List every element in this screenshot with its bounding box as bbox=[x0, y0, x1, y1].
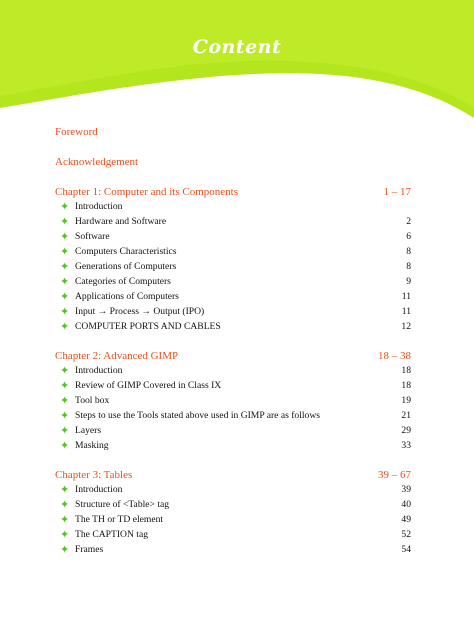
toc-item[interactable]: ✦ Structure of <Table> tag 40 bbox=[60, 498, 411, 511]
toc-item[interactable]: ✦ Computers Characteristics 8 bbox=[60, 245, 411, 258]
toc-item[interactable]: ✦ Steps to use the Tools stated above used in GIMP are as follows 21 bbox=[60, 409, 411, 422]
chapter-pages: 18 – 38 bbox=[378, 350, 411, 362]
four-point-star-icon: ✦ bbox=[60, 230, 70, 243]
toc-item[interactable]: ✦ Frames 54 bbox=[60, 543, 411, 556]
chapter-3-heading[interactable] bbox=[55, 469, 411, 483]
four-point-star-icon: ✦ bbox=[60, 305, 70, 318]
page-title: Content bbox=[192, 36, 282, 58]
four-point-star-icon: ✦ bbox=[60, 379, 70, 392]
foreword-link[interactable]: Foreword bbox=[55, 126, 98, 138]
toc-item[interactable]: ✦ The TH or TD element 49 bbox=[60, 513, 411, 526]
toc-item[interactable]: ✦ Input → Process → Output (IPO) 11 bbox=[60, 305, 411, 318]
four-point-star-icon: ✦ bbox=[60, 543, 70, 556]
four-point-star-icon: ✦ bbox=[60, 409, 70, 422]
chapter-title: Chapter 3: Tables bbox=[55, 469, 133, 481]
acknowledgement-link[interactable]: Acknowledgement bbox=[55, 156, 139, 168]
toc-item[interactable]: ✦ Layers 29 bbox=[60, 424, 411, 437]
toc-item[interactable]: ✦ Review of GIMP Covered in Class IX 18 bbox=[60, 379, 411, 392]
four-point-star-icon: ✦ bbox=[60, 364, 70, 377]
four-point-star-icon: ✦ bbox=[60, 513, 70, 526]
toc-item[interactable]: ✦ Introduction 39 bbox=[60, 483, 411, 496]
four-point-star-icon: ✦ bbox=[60, 200, 70, 213]
toc-item[interactable]: ✦ Categories of Computers 9 bbox=[60, 275, 411, 288]
chapter-pages: 1 – 17 bbox=[383, 186, 411, 198]
four-point-star-icon: ✦ bbox=[60, 439, 70, 452]
four-point-star-icon: ✦ bbox=[60, 290, 70, 303]
toc-item[interactable]: ✦ Introduction 18 bbox=[60, 364, 411, 377]
four-point-star-icon: ✦ bbox=[60, 260, 70, 273]
toc-item[interactable]: ✦ Generations of Computers 8 bbox=[60, 260, 411, 273]
header-banner bbox=[0, 0, 474, 120]
toc-item[interactable]: ✦ COMPUTER PORTS AND CABLES 12 bbox=[60, 320, 411, 333]
toc-item[interactable]: ✦ Hardware and Software 2 bbox=[60, 215, 411, 228]
four-point-star-icon: ✦ bbox=[60, 245, 70, 258]
four-point-star-icon: ✦ bbox=[60, 528, 70, 541]
four-point-star-icon: ✦ bbox=[60, 498, 70, 511]
chapter-2-heading[interactable] bbox=[55, 350, 411, 364]
toc-item[interactable]: ✦ Masking 33 bbox=[60, 439, 411, 452]
four-point-star-icon: ✦ bbox=[60, 320, 70, 333]
toc-item[interactable]: ✦ Applications of Computers 11 bbox=[60, 290, 411, 303]
four-point-star-icon: ✦ bbox=[60, 394, 70, 407]
chapter-title: Chapter 2: Advanced GIMP bbox=[55, 350, 179, 362]
toc-item[interactable]: ✦ Software 6 bbox=[60, 230, 411, 243]
toc-item[interactable]: ✦ Tool box 19 bbox=[60, 394, 411, 407]
four-point-star-icon: ✦ bbox=[60, 275, 70, 288]
four-point-star-icon: ✦ bbox=[60, 483, 70, 496]
chapter-1-heading[interactable] bbox=[55, 186, 411, 200]
four-point-star-icon: ✦ bbox=[60, 215, 70, 228]
toc-item[interactable]: ✦ The CAPTION tag 52 bbox=[60, 528, 411, 541]
four-point-star-icon: ✦ bbox=[60, 424, 70, 437]
chapter-title: Chapter 1: Computer and its Components bbox=[55, 186, 239, 198]
chapter-pages: 39 – 67 bbox=[378, 469, 411, 481]
banner-shape bbox=[0, 0, 474, 120]
toc-item[interactable]: ✦ Introduction bbox=[60, 200, 123, 213]
